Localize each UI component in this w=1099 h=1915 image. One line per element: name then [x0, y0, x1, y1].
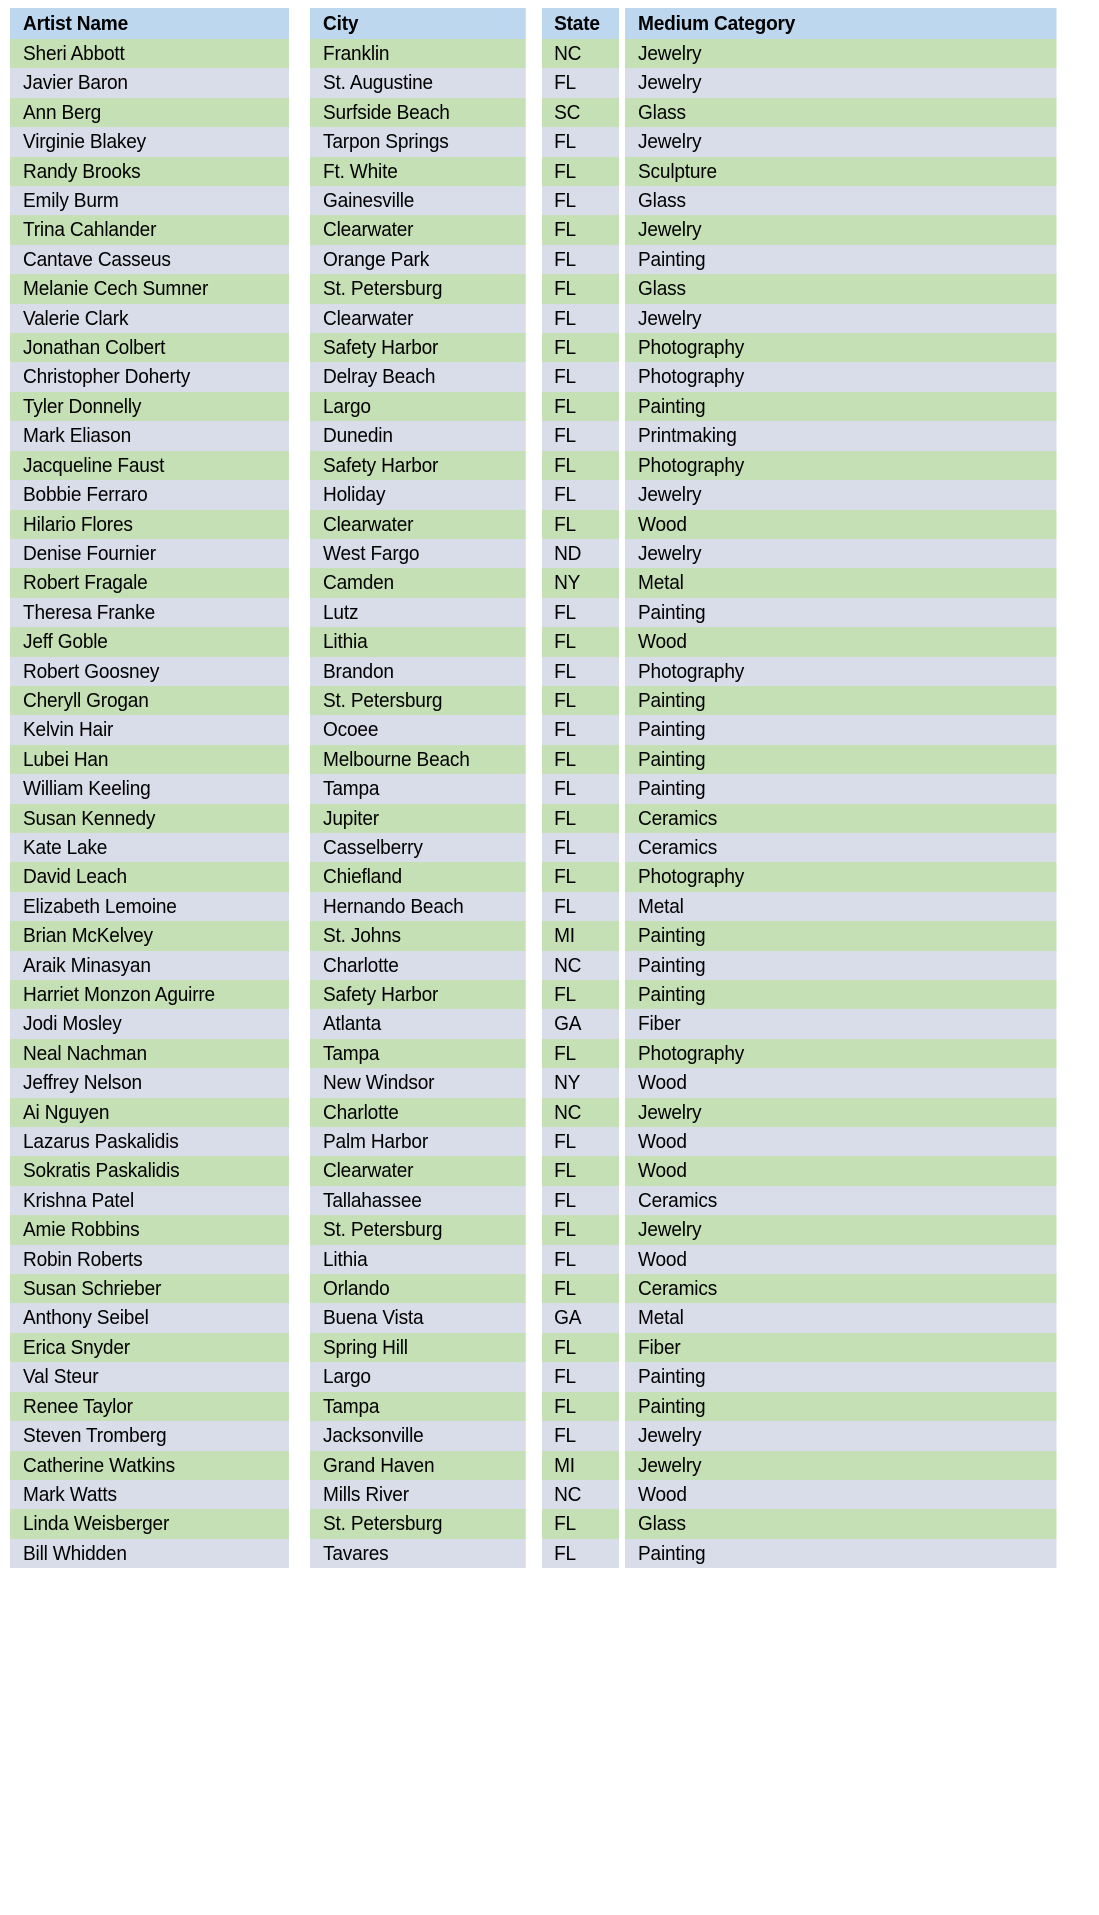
cell-city: Orange Park	[310, 245, 526, 274]
cell-medium-category: Ceramics	[625, 1274, 1057, 1303]
cell-state: FL	[542, 1509, 619, 1538]
cell-state: FL	[542, 1245, 619, 1274]
cell-artist-name: Bill Whidden	[10, 1539, 289, 1568]
cell-artist-name: Susan Kennedy	[10, 804, 289, 833]
cell-artist-name: Brian McKelvey	[10, 921, 289, 950]
table-row[interactable]	[10, 1392, 1089, 1421]
cell-city: Clearwater	[310, 1156, 526, 1185]
cell-medium-category: Photography	[625, 362, 1057, 391]
table-row[interactable]	[10, 774, 1089, 803]
table-row[interactable]	[10, 1215, 1089, 1244]
cell-city: Safety Harbor	[310, 333, 526, 362]
table-row[interactable]	[10, 98, 1089, 127]
cell-state: MI	[542, 1451, 619, 1480]
table-row[interactable]	[10, 1039, 1089, 1068]
cell-city: Atlanta	[310, 1009, 526, 1038]
cell-medium-category: Jewelry	[625, 1215, 1057, 1244]
cell-city: St. Petersburg	[310, 1509, 526, 1538]
table-row[interactable]	[10, 745, 1089, 774]
cell-state: SC	[542, 98, 619, 127]
cell-artist-name: Ann Berg	[10, 98, 289, 127]
table-row[interactable]	[10, 862, 1089, 891]
table-row[interactable]	[10, 39, 1089, 68]
cell-artist-name: Sheri Abbott	[10, 39, 289, 68]
cell-artist-name: Trina Cahlander	[10, 215, 289, 244]
cell-artist-name: Kate Lake	[10, 833, 289, 862]
cell-city: St. Petersburg	[310, 1215, 526, 1244]
cell-artist-name: Robert Goosney	[10, 657, 289, 686]
cell-artist-name: Araik Minasyan	[10, 951, 289, 980]
cell-city: Gainesville	[310, 186, 526, 215]
cell-medium-category: Painting	[625, 1539, 1057, 1568]
column-header-city[interactable]: City	[310, 8, 526, 39]
table-row[interactable]	[10, 627, 1089, 656]
cell-state: FL	[542, 833, 619, 862]
cell-city: Holiday	[310, 480, 526, 509]
cell-state: FL	[542, 980, 619, 1009]
cell-medium-category: Photography	[625, 1039, 1057, 1068]
cell-medium-category: Ceramics	[625, 833, 1057, 862]
table-row[interactable]	[10, 598, 1089, 627]
cell-city: Tarpon Springs	[310, 127, 526, 156]
cell-city: Dunedin	[310, 421, 526, 450]
table-row[interactable]	[10, 304, 1089, 333]
cell-medium-category: Fiber	[625, 1009, 1057, 1038]
table-row[interactable]	[10, 333, 1089, 362]
cell-artist-name: Linda Weisberger	[10, 1509, 289, 1538]
cell-artist-name: Sokratis Paskalidis	[10, 1156, 289, 1185]
cell-state: FL	[542, 127, 619, 156]
cell-medium-category: Jewelry	[625, 215, 1057, 244]
cell-artist-name: Javier Baron	[10, 68, 289, 97]
cell-state: GA	[542, 1303, 619, 1332]
cell-medium-category: Jewelry	[625, 39, 1057, 68]
cell-state: FL	[542, 892, 619, 921]
table-row[interactable]	[10, 804, 1089, 833]
cell-city: Clearwater	[310, 215, 526, 244]
table-row[interactable]	[10, 274, 1089, 303]
cell-artist-name: Emily Burm	[10, 186, 289, 215]
cell-artist-name: Cantave Casseus	[10, 245, 289, 274]
cell-city: Lutz	[310, 598, 526, 627]
table-row[interactable]	[10, 1333, 1089, 1362]
table-row[interactable]	[10, 1539, 1089, 1568]
table-row[interactable]	[10, 892, 1089, 921]
cell-state: FL	[542, 1215, 619, 1244]
column-header-artist-name[interactable]: Artist Name	[10, 8, 289, 39]
cell-artist-name: Val Steur	[10, 1362, 289, 1391]
cell-state: FL	[542, 1127, 619, 1156]
cell-city: Tampa	[310, 1392, 526, 1421]
cell-medium-category: Wood	[625, 1068, 1057, 1097]
cell-state: FL	[542, 510, 619, 539]
cell-medium-category: Jewelry	[625, 1451, 1057, 1480]
cell-artist-name: Valerie Clark	[10, 304, 289, 333]
cell-artist-name: Krishna Patel	[10, 1186, 289, 1215]
cell-state: MI	[542, 921, 619, 950]
cell-city: Spring Hill	[310, 1333, 526, 1362]
cell-artist-name: Ai Nguyen	[10, 1098, 289, 1127]
cell-medium-category: Glass	[625, 1509, 1057, 1538]
cell-state: FL	[542, 1362, 619, 1391]
table-row[interactable]	[10, 1245, 1089, 1274]
cell-state: FL	[542, 862, 619, 891]
table-row[interactable]	[10, 1009, 1089, 1038]
cell-state: NY	[542, 1068, 619, 1097]
table-row[interactable]	[10, 1451, 1089, 1480]
cell-medium-category: Wood	[625, 1127, 1057, 1156]
cell-medium-category: Painting	[625, 598, 1057, 627]
cell-city: Franklin	[310, 39, 526, 68]
table-row[interactable]	[10, 1303, 1089, 1332]
cell-medium-category: Painting	[625, 745, 1057, 774]
cell-artist-name: Erica Snyder	[10, 1333, 289, 1362]
cell-state: FL	[542, 1392, 619, 1421]
cell-artist-name: Hilario Flores	[10, 510, 289, 539]
cell-state: FL	[542, 598, 619, 627]
cell-state: FL	[542, 245, 619, 274]
cell-state: FL	[542, 421, 619, 450]
cell-artist-name: Lubei Han	[10, 745, 289, 774]
cell-medium-category: Fiber	[625, 1333, 1057, 1362]
cell-medium-category: Painting	[625, 686, 1057, 715]
cell-state: FL	[542, 1039, 619, 1068]
cell-medium-category: Wood	[625, 1480, 1057, 1509]
cell-artist-name: Jeff Goble	[10, 627, 289, 656]
cell-artist-name: Mark Watts	[10, 1480, 289, 1509]
cell-artist-name: Lazarus Paskalidis	[10, 1127, 289, 1156]
cell-city: Ft. White	[310, 157, 526, 186]
table-row[interactable]	[10, 715, 1089, 744]
table-body	[10, 39, 1089, 1568]
cell-state: FL	[542, 362, 619, 391]
cell-medium-category: Painting	[625, 1362, 1057, 1391]
cell-city: Tampa	[310, 774, 526, 803]
cell-city: Mills River	[310, 1480, 526, 1509]
cell-artist-name: Jodi Mosley	[10, 1009, 289, 1038]
cell-city: Brandon	[310, 657, 526, 686]
cell-city: Clearwater	[310, 510, 526, 539]
cell-artist-name: Susan Schrieber	[10, 1274, 289, 1303]
table-row[interactable]	[10, 1098, 1089, 1127]
cell-state: FL	[542, 657, 619, 686]
cell-city: St. Petersburg	[310, 274, 526, 303]
cell-artist-name: Tyler Donnelly	[10, 392, 289, 421]
table-header-row	[10, 8, 1089, 39]
table-header	[10, 8, 1089, 39]
cell-medium-category: Photography	[625, 657, 1057, 686]
cell-artist-name: Renee Taylor	[10, 1392, 289, 1421]
cell-state: FL	[542, 774, 619, 803]
table-row[interactable]	[10, 186, 1089, 215]
column-header-medium-category[interactable]: Medium Category	[625, 8, 1057, 39]
cell-medium-category: Jewelry	[625, 68, 1057, 97]
cell-state: GA	[542, 1009, 619, 1038]
cell-medium-category: Painting	[625, 980, 1057, 1009]
artist-directory-table	[10, 8, 1089, 1568]
cell-state: FL	[542, 304, 619, 333]
cell-state: FL	[542, 715, 619, 744]
cell-state: FL	[542, 274, 619, 303]
table-row[interactable]	[10, 657, 1089, 686]
cell-city: Chiefland	[310, 862, 526, 891]
cell-city: Jupiter	[310, 804, 526, 833]
cell-city: Casselberry	[310, 833, 526, 862]
cell-city: Lithia	[310, 627, 526, 656]
cell-city: Delray Beach	[310, 362, 526, 391]
cell-medium-category: Ceramics	[625, 804, 1057, 833]
cell-state: FL	[542, 68, 619, 97]
table-row[interactable]	[10, 421, 1089, 450]
table-row[interactable]	[10, 1509, 1089, 1538]
cell-city: Tavares	[310, 1539, 526, 1568]
cell-state: FL	[542, 215, 619, 244]
cell-city: St. Petersburg	[310, 686, 526, 715]
cell-state: NC	[542, 39, 619, 68]
cell-city: Charlotte	[310, 1098, 526, 1127]
cell-city: Camden	[310, 568, 526, 597]
table-row[interactable]	[10, 1156, 1089, 1185]
cell-medium-category: Painting	[625, 1392, 1057, 1421]
cell-city: St. Augustine	[310, 68, 526, 97]
cell-artist-name: Steven Tromberg	[10, 1421, 289, 1450]
cell-medium-category: Photography	[625, 333, 1057, 362]
table-row[interactable]	[10, 510, 1089, 539]
cell-state: FL	[542, 157, 619, 186]
cell-medium-category: Jewelry	[625, 539, 1057, 568]
table-row[interactable]	[10, 1068, 1089, 1097]
cell-medium-category: Painting	[625, 245, 1057, 274]
cell-medium-category: Printmaking	[625, 421, 1057, 450]
cell-state: FL	[542, 686, 619, 715]
column-header-state[interactable]: State	[542, 8, 619, 39]
cell-artist-name: Randy Brooks	[10, 157, 289, 186]
cell-medium-category: Jewelry	[625, 1421, 1057, 1450]
table-row[interactable]	[10, 1480, 1089, 1509]
cell-city: Safety Harbor	[310, 451, 526, 480]
table-row[interactable]	[10, 833, 1089, 862]
cell-medium-category: Ceramics	[625, 1186, 1057, 1215]
cell-medium-category: Painting	[625, 921, 1057, 950]
cell-state: FL	[542, 451, 619, 480]
cell-artist-name: Neal Nachman	[10, 1039, 289, 1068]
table-row[interactable]	[10, 157, 1089, 186]
table-row[interactable]	[10, 951, 1089, 980]
cell-artist-name: Jonathan Colbert	[10, 333, 289, 362]
cell-state: NC	[542, 951, 619, 980]
cell-state: NY	[542, 568, 619, 597]
cell-state: FL	[542, 1186, 619, 1215]
table-row[interactable]	[10, 362, 1089, 391]
cell-medium-category: Painting	[625, 951, 1057, 980]
cell-artist-name: Anthony Seibel	[10, 1303, 289, 1332]
table-row[interactable]	[10, 215, 1089, 244]
cell-state: FL	[542, 804, 619, 833]
cell-artist-name: Amie Robbins	[10, 1215, 289, 1244]
cell-medium-category: Photography	[625, 451, 1057, 480]
cell-artist-name: Virginie Blakey	[10, 127, 289, 156]
cell-city: Orlando	[310, 1274, 526, 1303]
cell-state: NC	[542, 1098, 619, 1127]
cell-city: St. Johns	[310, 921, 526, 950]
cell-artist-name: Mark Eliason	[10, 421, 289, 450]
cell-city: Largo	[310, 392, 526, 421]
cell-state: FL	[542, 1539, 619, 1568]
cell-medium-category: Painting	[625, 774, 1057, 803]
cell-city: Grand Haven	[310, 1451, 526, 1480]
cell-state: NC	[542, 1480, 619, 1509]
cell-medium-category: Metal	[625, 1303, 1057, 1332]
cell-artist-name: Melanie Cech Sumner	[10, 274, 289, 303]
cell-artist-name: Elizabeth Lemoine	[10, 892, 289, 921]
cell-state: FL	[542, 186, 619, 215]
cell-medium-category: Metal	[625, 568, 1057, 597]
cell-artist-name: Christopher Doherty	[10, 362, 289, 391]
table-row[interactable]	[10, 68, 1089, 97]
cell-city: Ocoee	[310, 715, 526, 744]
cell-artist-name: Catherine Watkins	[10, 1451, 289, 1480]
cell-city: Largo	[310, 1362, 526, 1391]
cell-artist-name: Robert Fragale	[10, 568, 289, 597]
cell-medium-category: Wood	[625, 1245, 1057, 1274]
cell-medium-category: Jewelry	[625, 480, 1057, 509]
cell-city: Melbourne Beach	[310, 745, 526, 774]
table-row[interactable]	[10, 1421, 1089, 1450]
table-row[interactable]	[10, 127, 1089, 156]
cell-artist-name: William Keeling	[10, 774, 289, 803]
cell-medium-category: Photography	[625, 862, 1057, 891]
cell-city: Surfside Beach	[310, 98, 526, 127]
cell-city: Tampa	[310, 1039, 526, 1068]
cell-artist-name: Theresa Franke	[10, 598, 289, 627]
cell-city: Clearwater	[310, 304, 526, 333]
cell-artist-name: Jacqueline Faust	[10, 451, 289, 480]
table-row[interactable]	[10, 392, 1089, 421]
cell-city: Palm Harbor	[310, 1127, 526, 1156]
cell-artist-name: Bobbie Ferraro	[10, 480, 289, 509]
cell-state: ND	[542, 539, 619, 568]
cell-state: FL	[542, 1333, 619, 1362]
table-row[interactable]	[10, 980, 1089, 1009]
table-row[interactable]	[10, 245, 1089, 274]
cell-artist-name: Kelvin Hair	[10, 715, 289, 744]
table-row[interactable]	[10, 1127, 1089, 1156]
cell-medium-category: Glass	[625, 98, 1057, 127]
table-row[interactable]	[10, 451, 1089, 480]
cell-medium-category: Wood	[625, 1156, 1057, 1185]
table-row[interactable]	[10, 568, 1089, 597]
cell-state: FL	[542, 1156, 619, 1185]
cell-state: FL	[542, 745, 619, 774]
cell-artist-name: Cheryll Grogan	[10, 686, 289, 715]
cell-medium-category: Jewelry	[625, 1098, 1057, 1127]
cell-medium-category: Wood	[625, 627, 1057, 656]
cell-medium-category: Metal	[625, 892, 1057, 921]
cell-state: FL	[542, 333, 619, 362]
cell-medium-category: Painting	[625, 392, 1057, 421]
table-row[interactable]	[10, 1274, 1089, 1303]
cell-city: Hernando Beach	[310, 892, 526, 921]
cell-state: FL	[542, 480, 619, 509]
table-row[interactable]	[10, 1362, 1089, 1391]
cell-state: FL	[542, 392, 619, 421]
cell-artist-name: Harriet Monzon Aguirre	[10, 980, 289, 1009]
table-row[interactable]	[10, 921, 1089, 950]
table-row[interactable]	[10, 686, 1089, 715]
cell-medium-category: Glass	[625, 186, 1057, 215]
cell-artist-name: Denise Fournier	[10, 539, 289, 568]
cell-medium-category: Sculpture	[625, 157, 1057, 186]
table-row[interactable]	[10, 480, 1089, 509]
cell-artist-name: Jeffrey Nelson	[10, 1068, 289, 1097]
cell-city: Buena Vista	[310, 1303, 526, 1332]
cell-medium-category: Glass	[625, 274, 1057, 303]
cell-city: Safety Harbor	[310, 980, 526, 1009]
cell-city: Charlotte	[310, 951, 526, 980]
cell-city: Jacksonville	[310, 1421, 526, 1450]
table-row[interactable]	[10, 539, 1089, 568]
cell-state: FL	[542, 627, 619, 656]
cell-city: Lithia	[310, 1245, 526, 1274]
cell-artist-name: Robin Roberts	[10, 1245, 289, 1274]
cell-city: West Fargo	[310, 539, 526, 568]
table-row[interactable]	[10, 1186, 1089, 1215]
cell-city: New Windsor	[310, 1068, 526, 1097]
cell-medium-category: Jewelry	[625, 304, 1057, 333]
cell-medium-category: Jewelry	[625, 127, 1057, 156]
cell-artist-name: David Leach	[10, 862, 289, 891]
cell-state: FL	[542, 1421, 619, 1450]
cell-medium-category: Wood	[625, 510, 1057, 539]
cell-state: FL	[542, 1274, 619, 1303]
cell-medium-category: Painting	[625, 715, 1057, 744]
cell-city: Tallahassee	[310, 1186, 526, 1215]
